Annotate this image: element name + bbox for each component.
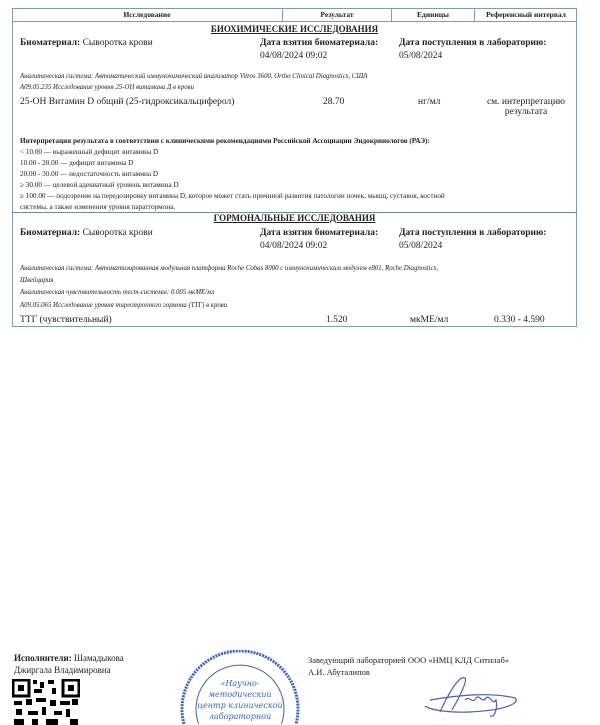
interpretation-line: 10.00 - 20.00 — дефицит витамина D (20, 159, 134, 167)
interpretation-line: < 10.00 — выраженный дефицит витамина D (20, 148, 159, 156)
signature-icon (410, 670, 525, 720)
interpretation-line: 20.00 - 30.00 — недостаточность витамина D (20, 170, 159, 178)
test-reference (480, 97, 572, 117)
service-code: A09.05.065 Исследование уровня тиреотропного гормона (ТТГ) в крови (20, 302, 228, 309)
section-title: БИОХИМИЧЕСКИЕ ИССЛЕДОВАНИЯ (210, 24, 379, 34)
header-result: Результат (283, 8, 392, 21)
biomaterial-value: Сыворотка крови (82, 38, 153, 48)
header-reference: Референсный интервал (486, 10, 566, 19)
analytic-system-country: Швейцария (20, 277, 54, 284)
reference-line: см. интерпретацию (486, 97, 566, 107)
test-result: 28.70 (323, 97, 345, 107)
svg-text:лабораторной: лабораторной (208, 712, 272, 721)
svg-text:центр клинической: центр клинической (197, 701, 283, 710)
test-reference: 0.330 - 4.590 (494, 315, 545, 325)
test-name: ТТГ (чувствительный) (20, 315, 112, 325)
head-name: А.И. Абуталипов (308, 667, 370, 677)
service-code: A09.05.235 Исследование уровня 25-OH витамина Д в крови (20, 84, 195, 91)
biomaterial (20, 38, 153, 48)
analytic-sensitivity: Аналитическая чувствительность тест-системы: 0.005 мкМЕ/мл (20, 289, 215, 296)
performer-name-2: Джиргала Владимировна (14, 665, 111, 675)
interpretation-line: ≥ 100.00 — подозрение на передозировку витамина D, которое может стать причиной развития патологии почек, мышц, суставов, костной (20, 192, 445, 200)
section-title: ГОРМОНАЛЬНЫЕ ИССЛЕДОВАНИЯ (213, 213, 376, 223)
taken-label: Дата взятия биоматериала: (260, 38, 379, 48)
header-units: Единицы (392, 8, 475, 21)
received-label: Дата поступления в лабораторию: (399, 228, 547, 238)
test-units: нг/мл (418, 97, 441, 107)
svg-text:«Научно-: «Научно- (220, 679, 260, 688)
interpretation-line: системы, а также изменения уровня паратгормона. (20, 203, 176, 211)
header-study: Исследование (12, 8, 283, 21)
stamp-icon (178, 650, 302, 725)
taken-date: 04/08/2024 09:02 (260, 51, 328, 61)
received-date: 05/08/2024 (399, 51, 443, 61)
test-result: 1.520 (326, 315, 348, 325)
table-header (12, 8, 577, 22)
head-title: Заведующий лабораторией ООО «НМЦ КЛД Ситилаб» (308, 655, 510, 665)
interpretation-line: ≥ 30.00 — целевой адекватный уровень витамина D (20, 181, 179, 189)
biomaterial-label: Биоматериал: (20, 228, 81, 238)
analytic-system: Аналитическая система: Автоматический иммунохимический анализатор Vitros 3600, Ortho Clinical Diagnostics, США (20, 73, 368, 80)
performers-label: Исполнители: (14, 653, 72, 663)
received-label: Дата поступления в лабораторию: (399, 38, 547, 48)
reference-line: результата (504, 107, 548, 117)
performer-name: Шамадыкова (73, 653, 124, 663)
test-name: 25-OH Витамин D общий (25-гидроксикальциферол) (20, 97, 235, 107)
biomaterial (20, 228, 153, 238)
taken-date: 04/08/2024 09:02 (260, 241, 328, 251)
svg-text:методический: методический (208, 690, 272, 699)
interpretation-title: Интерпретация результата в соответствии с клиническими рекомендациями Российской Ассоциации Эндокринологов (РАЭ): (20, 137, 430, 145)
received-date: 05/08/2024 (399, 241, 443, 251)
taken-label: Дата взятия биоматериала: (260, 228, 379, 238)
test-units: мкМЕ/мл (410, 315, 449, 325)
performers (14, 653, 124, 663)
qr-code-icon (12, 679, 80, 725)
analytic-system: Аналитическая система: Автоматизированная модульная платформа Roche Cobas 8000 с иммунохимическим модулем e801, Roche Diagnostics, (20, 265, 438, 272)
biomaterial-value: Сыворотка крови (82, 228, 153, 238)
biomaterial-label: Биоматериал: (20, 38, 81, 48)
